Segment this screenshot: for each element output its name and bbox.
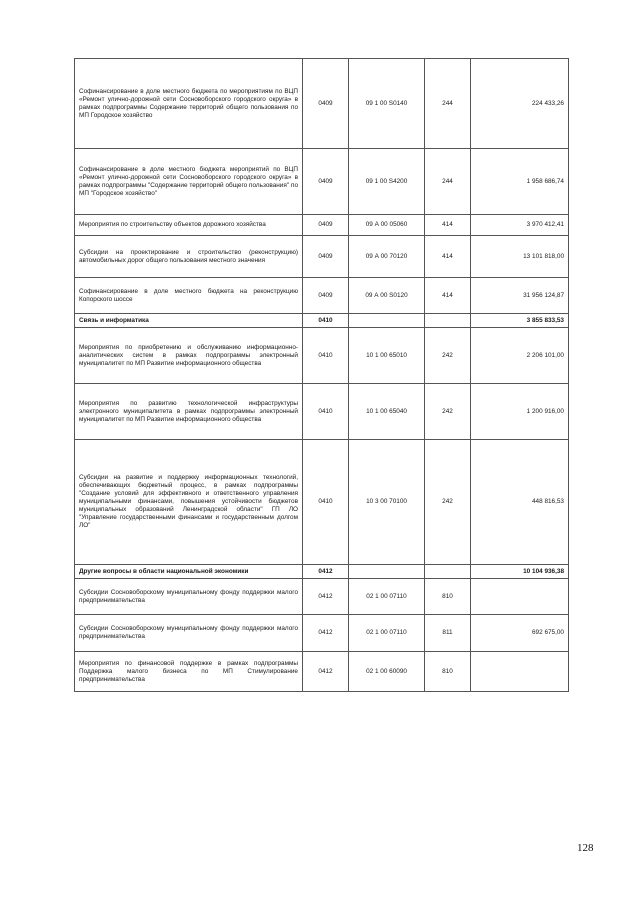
section-code-cell: 0412 — [303, 615, 349, 652]
item-name-cell: Софинансирование в доле местного бюджета мероприятий по ВЦП «Ремонт улично-дорожной сети Сосновоборского городского округа» в рамках подпрограммы "Содержание территорий общего пользования" по МП "Городское хозяйство" — [75, 149, 303, 215]
table-row — [75, 565, 569, 579]
amount-cell: 1 200 916,00 — [471, 384, 569, 440]
page-number: 128 — [577, 842, 594, 854]
amount-cell: 10 104 936,38 — [471, 565, 569, 579]
table-row — [75, 615, 569, 652]
table-row — [75, 236, 569, 278]
target-article-cell — [349, 314, 425, 328]
amount-cell — [471, 652, 569, 692]
amount-cell: 13 101 818,00 — [471, 236, 569, 278]
item-name-cell: Субсидии Сосновоборскому муниципальному фонду поддержки малого предпринимательства — [75, 615, 303, 652]
amount-cell: 692 675,00 — [471, 615, 569, 652]
target-article-cell: 02 1 00 07110 — [349, 615, 425, 652]
table-row — [75, 278, 569, 314]
section-code-cell: 0412 — [303, 565, 349, 579]
expense-type-cell: 244 — [425, 59, 471, 149]
target-article-cell: 10 1 00 65040 — [349, 384, 425, 440]
section-code-cell: 0409 — [303, 149, 349, 215]
section-code-cell: 0409 — [303, 215, 349, 236]
item-name-cell: Мероприятия по приобретению и обслуживанию информационно-аналитических систем в рамках подпрограммы электронный муниципалитет по МП Развитие информационного общества — [75, 328, 303, 384]
amount-cell: 224 433,26 — [471, 59, 569, 149]
target-article-cell: 09 1 00 S0140 — [349, 59, 425, 149]
table-row — [75, 579, 569, 615]
item-name-cell: Мероприятия по финансовой поддержке в рамках подпрограммы Поддержка малого бизнеса по МП Стимулирование предпринимательства — [75, 652, 303, 692]
expense-type-cell: 811 — [425, 615, 471, 652]
expense-type-cell — [425, 314, 471, 328]
expense-type-cell: 414 — [425, 236, 471, 278]
table-row — [75, 652, 569, 692]
expense-type-cell: 414 — [425, 215, 471, 236]
amount-cell: 31 956 124,87 — [471, 278, 569, 314]
table-row — [75, 149, 569, 215]
item-name-cell: Мероприятия по строительству объектов дорожного хозяйства — [75, 215, 303, 236]
section-code-cell: 0409 — [303, 59, 349, 149]
table-row — [75, 215, 569, 236]
table-body — [75, 59, 569, 692]
expense-type-cell: 810 — [425, 579, 471, 615]
section-code-cell: 0409 — [303, 236, 349, 278]
section-code-cell: 0410 — [303, 440, 349, 565]
item-name-cell: Субсидии Сосновоборскому муниципальному фонду поддержки малого предпринимательства — [75, 579, 303, 615]
expense-type-cell: 244 — [425, 149, 471, 215]
expense-type-cell: 242 — [425, 384, 471, 440]
item-name-cell: Другие вопросы в области национальной экономики — [75, 565, 303, 579]
amount-cell: 448 816,53 — [471, 440, 569, 565]
amount-cell: 3 855 833,53 — [471, 314, 569, 328]
section-code-cell: 0410 — [303, 328, 349, 384]
item-name-cell: Субсидии на проектирование и строительство (реконструкцию) автомобильных дорог общего пользования местного значения — [75, 236, 303, 278]
item-name-cell: Софинансирование в доле местного бюджета по мероприятиям по ВЦП «Ремонт улично-дорожной сети Сосновоборского городского округа» в рамках подпрограммы Содержание территорий общего пользования по МП Городское хозяйство — [75, 59, 303, 149]
table-row — [75, 328, 569, 384]
section-code-cell: 0412 — [303, 579, 349, 615]
expense-type-cell — [425, 565, 471, 579]
target-article-cell: 02 1 00 60090 — [349, 652, 425, 692]
amount-cell: 2 206 101,00 — [471, 328, 569, 384]
target-article-cell: 09 1 00 S4200 — [349, 149, 425, 215]
item-name-cell: Софинансирование в доле местного бюджета на реконструкцию Копорского шоссе — [75, 278, 303, 314]
target-article-cell: 09 А 00 05060 — [349, 215, 425, 236]
amount-cell: 1 958 686,74 — [471, 149, 569, 215]
amount-cell: 3 970 412,41 — [471, 215, 569, 236]
target-article-cell — [349, 565, 425, 579]
target-article-cell: 02 1 00 07110 — [349, 579, 425, 615]
target-article-cell: 10 1 00 65010 — [349, 328, 425, 384]
section-code-cell: 0410 — [303, 314, 349, 328]
expense-type-cell: 414 — [425, 278, 471, 314]
item-name-cell: Субсидии на развитие и поддержку информационных технологий, обеспечивающих бюджетный процесс, в рамках подпрограммы "Создание условий для эффективного и ответственного управления муниципальными финансами, повышения устойчивости бюджетов муниципальных образований Ленинградской области" ГП ЛО "Управление государственными финансами и государственным долгом ЛО" — [75, 440, 303, 565]
amount-cell — [471, 579, 569, 615]
table-row — [75, 440, 569, 565]
budget-table — [74, 58, 569, 692]
target-article-cell: 09 А 00 S0120 — [349, 278, 425, 314]
expense-type-cell: 242 — [425, 440, 471, 565]
target-article-cell: 10 3 00 70100 — [349, 440, 425, 565]
item-name-cell: Связь и информатика — [75, 314, 303, 328]
section-code-cell: 0410 — [303, 384, 349, 440]
target-article-cell: 09 А 00 70120 — [349, 236, 425, 278]
item-name-cell: Мероприятия по развитию технологической инфраструктуры электронного муниципалитета в рамках подпрограммы электронный муниципалитет по МП Развитие информационного общества — [75, 384, 303, 440]
section-code-cell: 0409 — [303, 278, 349, 314]
table-row — [75, 384, 569, 440]
section-code-cell: 0412 — [303, 652, 349, 692]
expense-type-cell: 810 — [425, 652, 471, 692]
table-row — [75, 59, 569, 149]
table-row — [75, 314, 569, 328]
expense-type-cell: 242 — [425, 328, 471, 384]
